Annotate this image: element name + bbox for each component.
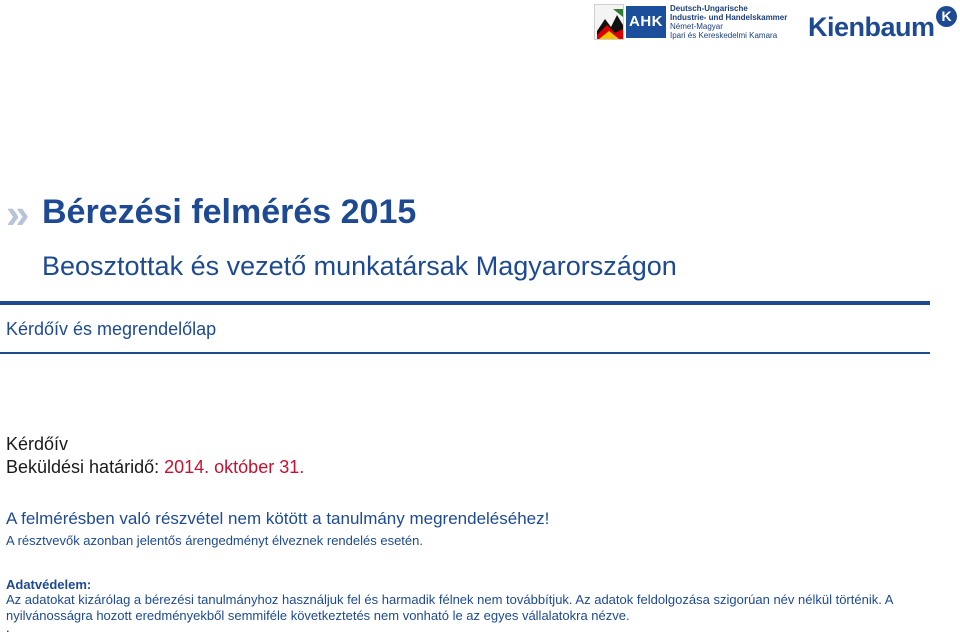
ahk-line-1: Deutsch-Ungarische <box>670 4 748 13</box>
ahk-flag-emblem-icon <box>594 4 624 40</box>
deadline-date: 2014. október 31. <box>164 457 305 477</box>
ahk-line-4: Ipari és Kereskedelmi Kamara <box>670 31 778 40</box>
kienbaum-wordmark: Kienbaum <box>808 12 935 42</box>
ahk-chamber-name <box>670 4 787 40</box>
divider-thick <box>0 301 930 305</box>
ahk-line-2: Industrie- und Handelskammer <box>670 13 788 22</box>
ahk-badge: AHK <box>626 6 666 38</box>
questionnaire-label: Kérdőív <box>6 434 69 454</box>
participation-notice: A felmérésben való részvétel nem kötött a tanulmány megrendeléséhez! <box>6 509 550 528</box>
kienbaum-k-icon: K <box>936 6 957 27</box>
kienbaum-logo <box>808 4 958 44</box>
divider-thin <box>0 352 930 354</box>
deadline-label: Beküldési határidő: <box>6 457 165 477</box>
section-heading: Kérdőív és megrendelőlap <box>6 319 217 339</box>
discount-note: A résztvevők azonban jelentős árengedményt élveznek rendelés esetén. <box>6 533 423 548</box>
trailing-dot: . <box>6 620 10 635</box>
chevron-icon: » <box>6 190 26 237</box>
ahk-line-3: Német-Magyar <box>670 22 723 31</box>
privacy-body: Az adatokat kizárólag a bérezési tanulmányhoz használjuk fel és harmadik félnek nem továbbítjuk. Az adatok feldolgozása szigorúan név nélkül történik. A nyilvánosságra hozott eredményekből semmiféle következtetés nem vonható le az egyes vállalatokra nézve. <box>6 592 893 623</box>
page-subtitle: Beosztottak és vezető munkatársak Magyarországon <box>42 251 677 281</box>
page-title: Bérezési felmérés 2015 <box>42 193 417 231</box>
deadline-line <box>6 457 304 478</box>
privacy-heading: Adatvédelem: <box>6 577 92 592</box>
ahk-logo <box>594 4 786 40</box>
